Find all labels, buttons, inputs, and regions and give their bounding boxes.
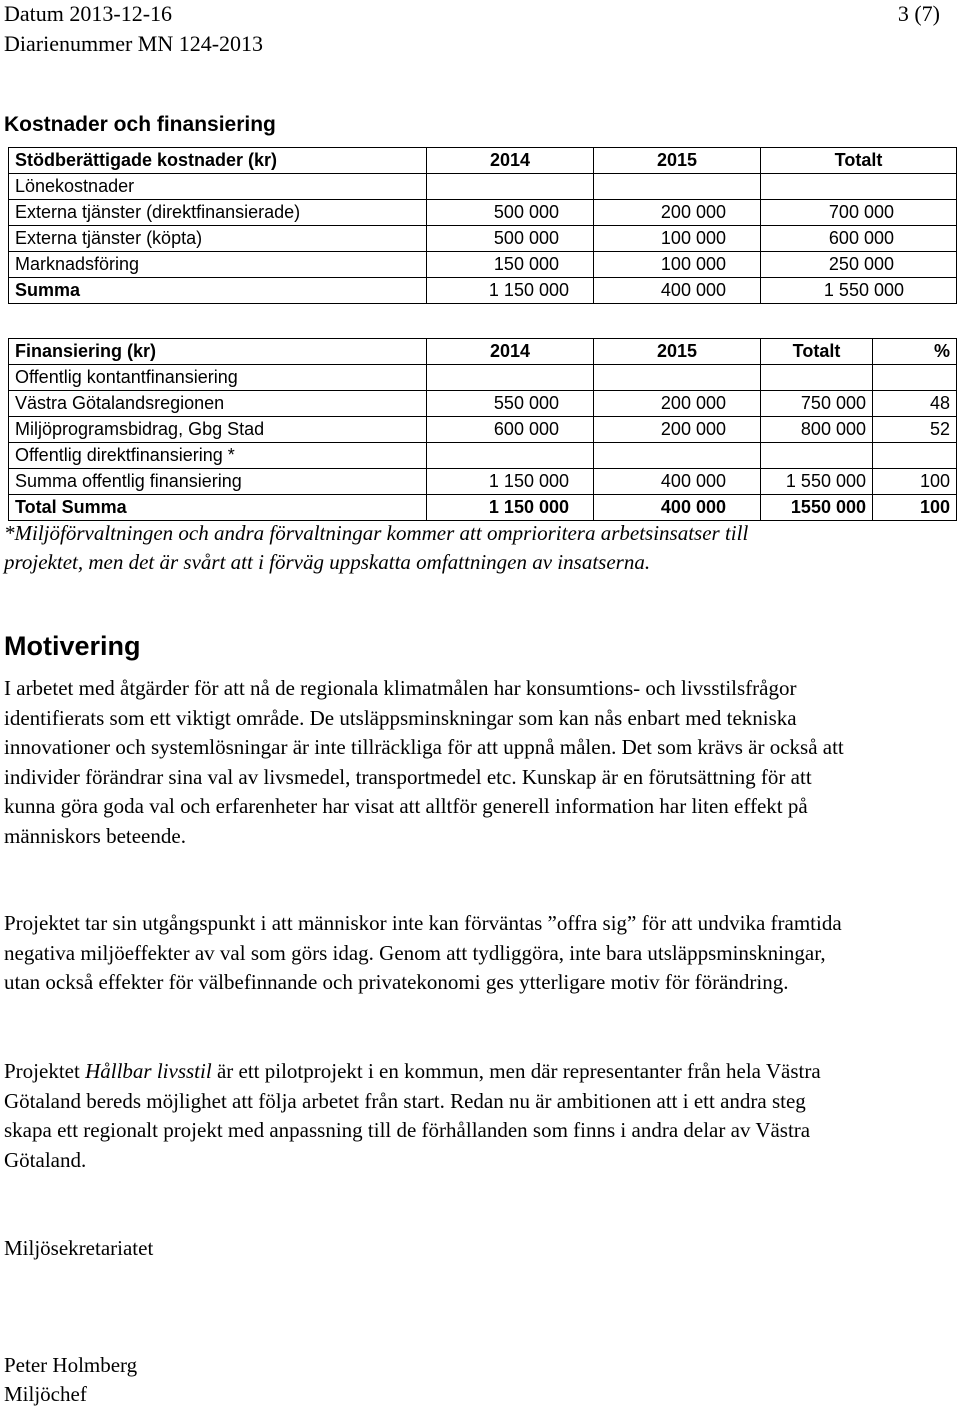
table-row [9, 226, 957, 252]
table-cell: 600 000 [761, 226, 957, 252]
table-cell: Total Summa [9, 495, 427, 521]
table-cell: 150 000 [427, 252, 594, 278]
table-cell: 1 150 000 [427, 278, 594, 304]
table-cell [594, 365, 761, 391]
table-cell: Summa [9, 278, 427, 304]
table-cell: 200 000 [594, 391, 761, 417]
table-cell [761, 365, 873, 391]
table-header-cell: Finansiering (kr) [9, 339, 427, 365]
table-cell: 1 550 000 [761, 469, 873, 495]
page-number: 3 (7) [897, 1, 940, 26]
table-cell: 400 000 [594, 495, 761, 521]
table-cell: 1550 000 [761, 495, 873, 521]
table-cell [761, 174, 957, 200]
table-header-cell: % [873, 339, 957, 365]
motivering-heading: Motivering [4, 631, 141, 661]
table-cell: 400 000 [594, 469, 761, 495]
table-row [9, 495, 957, 521]
table-cell: 100 000 [594, 252, 761, 278]
table-cell: 1 150 000 [427, 469, 594, 495]
table-header-row [9, 148, 957, 174]
table-cell: 250 000 [761, 252, 957, 278]
table-cell: 100 000 [594, 226, 761, 252]
motivering-paragraph-3 [4, 1057, 854, 1175]
motivering-paragraph-1: I arbetet med åtgärder för att nå de regionala klimatmålen har konsumtions- och livsstilsfrågor identifierats som ett viktigt område. De utsläppsminskningar som kan nås enbart med tekniska innovationer och systemlösningar är inte tillräckliga för att uppnå målen. Det som krävs är också att individer förändrar sina val av livsmedel, transportmedel etc. Kunskap är en förutsättning för att kunna göra goda val och erfarenheter har visat att alltför generell information har liten effekt på människors beteende. [4, 676, 844, 848]
table-cell [427, 365, 594, 391]
header-diarienummer: Diarienummer MN 124-2013 [4, 31, 264, 56]
signature-department: Miljösekretariatet [4, 1236, 154, 1260]
table-cell: Marknadsföring [9, 252, 427, 278]
table-cell: Summa offentlig finansiering [9, 469, 427, 495]
table-cell: 200 000 [594, 200, 761, 226]
table-header-cell: 2014 [427, 148, 594, 174]
table-header-row [9, 339, 957, 365]
table-cell [594, 443, 761, 469]
table-cell: 600 000 [427, 417, 594, 443]
table-row [9, 469, 957, 495]
paragraph-text: är ett pilotprojekt i en kommun, men där representanter från hela Västra Götaland bereds möjlighet att följa arbetet från start. Redan nu är ambitionen att i ett andra steg skapa ett regionalt projekt med anpassning till de förhållanden som finns i andra delar av Västra Götaland. [4, 1059, 821, 1172]
table-row [9, 417, 957, 443]
table-header-cell: 2015 [594, 339, 761, 365]
table-row [9, 200, 957, 226]
table-cell: Lönekostnader [9, 174, 427, 200]
costs-table [8, 147, 957, 304]
section-title: Kostnader och finansiering [4, 113, 276, 136]
table-header-cell: Totalt [761, 339, 873, 365]
signature-role: Miljöchef [4, 1382, 87, 1406]
table-header-cell: Totalt [761, 148, 957, 174]
motivering-paragraph-2: Projektet tar sin utgångspunkt i att människor inte kan förväntas ”offra sig” för att undvika framtida negativa miljöeffekter av val som görs idag. Genom att tydliggöra, inte bara utsläppsminskningar, utan också effekter för välbefinnande och privatekonomi ges ytterligare motiv för förändring. [4, 911, 842, 994]
funding-footnote: *Miljöförvaltningen och andra förvaltningar kommer att omprioritera arbetsinsatser till projektet, men det är svårt att i förväg uppskatta omfattningen av insatserna. [4, 521, 749, 574]
table-cell: Offentlig direktfinansiering * [9, 443, 427, 469]
table-header-cell: 2015 [594, 148, 761, 174]
table-cell: Västra Götalandsregionen [9, 391, 427, 417]
table-cell: 1 550 000 [761, 278, 957, 304]
table-cell: Externa tjänster (köpta) [9, 226, 427, 252]
table-cell: 100 [873, 469, 957, 495]
table-cell [427, 443, 594, 469]
table-row [9, 252, 957, 278]
signature-name: Peter Holmberg [4, 1353, 138, 1377]
table-cell: 200 000 [594, 417, 761, 443]
funding-table [8, 338, 957, 521]
table-cell [427, 174, 594, 200]
table-row [9, 174, 957, 200]
table-cell: 800 000 [761, 417, 873, 443]
table-cell: 48 [873, 391, 957, 417]
table-cell: Externa tjänster (direktfinansierade) [9, 200, 427, 226]
table-cell: 550 000 [427, 391, 594, 417]
table-cell: Miljöprogramsbidrag, Gbg Stad [9, 417, 427, 443]
table-cell: 400 000 [594, 278, 761, 304]
header-date: Datum 2013-12-16 [4, 1, 173, 26]
table-cell: 750 000 [761, 391, 873, 417]
table-row [9, 278, 957, 304]
table-header-cell: 2014 [427, 339, 594, 365]
table-row [9, 443, 957, 469]
table-cell: 500 000 [427, 200, 594, 226]
table-cell: 52 [873, 417, 957, 443]
table-cell [761, 443, 873, 469]
table-cell: 500 000 [427, 226, 594, 252]
table-cell: Offentlig kontantfinansiering [9, 365, 427, 391]
table-cell [873, 443, 957, 469]
table-cell: 700 000 [761, 200, 957, 226]
table-header-cell: Stödberättigade kostnader (kr) [9, 148, 427, 174]
paragraph-text: Projektet [4, 1059, 86, 1083]
project-name: Hållbar livsstil [85, 1059, 212, 1083]
table-cell: 100 [873, 495, 957, 521]
table-cell [594, 174, 761, 200]
table-cell [873, 365, 957, 391]
table-row [9, 391, 957, 417]
table-cell: 1 150 000 [427, 495, 594, 521]
table-row [9, 365, 957, 391]
